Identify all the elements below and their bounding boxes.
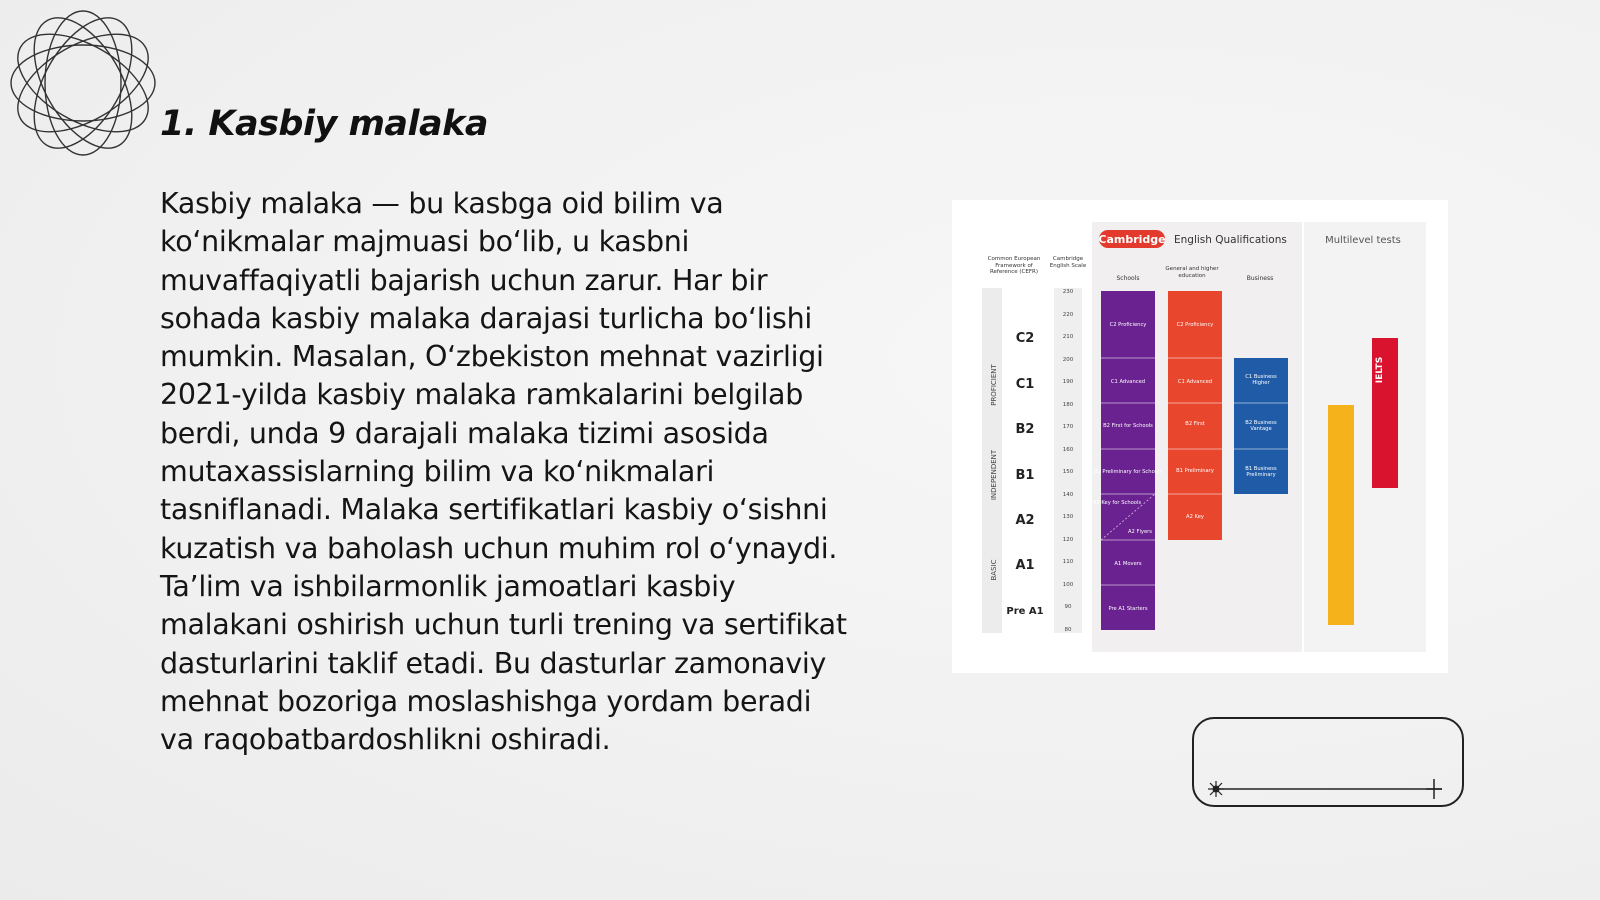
scale-tick: 170 (1062, 424, 1074, 430)
schools-a2-key-label: A2 Key for Schools (1092, 500, 1142, 506)
scale-tick: 150 (1062, 469, 1074, 475)
schools-pre-a1-label: Pre A1 Starters (1108, 606, 1148, 612)
general-b2-label: B2 First (1185, 421, 1205, 427)
business-b2-label: B2 Business Vantage (1245, 420, 1277, 432)
scale-tick: 190 (1062, 379, 1074, 385)
band-independent: INDEPENDENT (990, 449, 998, 501)
decorative-slider-box (1192, 717, 1464, 807)
schools-b1-label: B1 Preliminary for Schools (1093, 469, 1163, 475)
band-basic: BASIC (990, 559, 998, 581)
level-c1: C1 (1015, 377, 1035, 392)
scale-tick: 120 (1062, 537, 1074, 543)
chart-svg (952, 200, 1448, 673)
level-b1: B1 (1015, 468, 1035, 483)
slide-title: 1. Kasbiy malaka (160, 104, 489, 144)
scale-tick: 90 (1064, 604, 1072, 610)
col-header-cefr: Common European Framework of Reference (CEFR) (987, 256, 1041, 275)
level-pre-a1: Pre A1 (1006, 606, 1044, 617)
scale-tick: 220 (1062, 312, 1074, 318)
level-b2: B2 (1015, 422, 1035, 437)
business-c1-label: C1 Business Higher (1245, 374, 1277, 386)
general-c1-label: C1 Advanced (1177, 379, 1213, 385)
schools-a2-flyers-label: A2 Flyers (1127, 529, 1153, 535)
ielts-label: IELTS (1375, 356, 1385, 384)
slider-line-icon (1194, 719, 1466, 809)
scale-tick: 180 (1062, 402, 1074, 408)
general-column (1168, 291, 1222, 540)
col-header-scale: Cambridge English Scale (1049, 256, 1087, 269)
scale-tick: 230 (1062, 289, 1074, 295)
level-a1: A1 (1015, 558, 1035, 573)
level-a2: A2 (1015, 513, 1035, 528)
multilevel-heading: Multilevel tests (1325, 235, 1401, 246)
scale-tick: 110 (1062, 559, 1074, 565)
col-header-general: General and higher education (1165, 266, 1219, 279)
cambridge-qualifications-chart (952, 200, 1448, 673)
ielts-bar (1372, 338, 1398, 488)
schools-column (1093, 291, 1163, 630)
schools-a1-movers-label: A1 Movers (1114, 561, 1142, 567)
schools-b2-label: B2 First for Schools (1103, 423, 1153, 429)
scale-tick: 140 (1062, 492, 1074, 498)
brand-label: Cambridge (1098, 233, 1166, 246)
scale-tick: 210 (1062, 334, 1074, 340)
col-header-schools: Schools (1116, 275, 1140, 282)
level-c2: C2 (1015, 331, 1035, 346)
business-column (1234, 358, 1288, 494)
general-c2-label: C2 Proficiency (1176, 322, 1214, 328)
slide-body-text: Kasbiy malaka — bu kasbga oid bilim va ko‘nikmalar majmuasi bo‘lib, u kasbni muvaffaqiyatli bajarish uchun zarur. Har bir sohada kasbiy malaka darajasi turlicha bo‘lishi mumkin. Masalan, O‘zbekiston mehnat vazirligi 2021-yilda kasbiy malaka ramkalarini belgilab berdi, unda 9 darajali malaka tizimi asosida mutaxassislarning bilim va ko‘nikmalari tasniflanadi. Malaka sertifikatlari kasbiy o‘sishni kuzatish va baholash uchun muhim rol o‘ynaydi. Ta’lim va ishbilarmonlik jamoatlari kasbiy malakani oshirish uchun turli trening va sertifikat dasturlarini taklif etadi. Bu dasturlar zamonaviy mehnat bozoriga moslashishga yordam beradi va raqobatbardoshlikni oshiradi. (160, 187, 847, 757)
ornament-rings-icon (8, 8, 158, 158)
scale-tick: 100 (1062, 582, 1074, 588)
scale-tick: 160 (1062, 447, 1074, 453)
scale-tick: 130 (1062, 514, 1074, 520)
general-b1-label: B1 Preliminary (1176, 468, 1214, 474)
col-header-business: Business (1246, 275, 1274, 282)
schools-c2-label: C2 Proficiency (1109, 322, 1147, 328)
band-proficient: PROFICIENT (990, 364, 998, 406)
scale-tick: 200 (1062, 357, 1074, 363)
multilevel-bar (1328, 405, 1354, 625)
qualifications-heading: English Qualifications (1174, 234, 1287, 246)
schools-c1-label: C1 Advanced (1110, 379, 1146, 385)
scale-tick: 80 (1064, 627, 1072, 633)
business-b1-label: B1 Business Preliminary (1245, 466, 1277, 478)
general-a2-label: A2 Key (1186, 514, 1204, 520)
